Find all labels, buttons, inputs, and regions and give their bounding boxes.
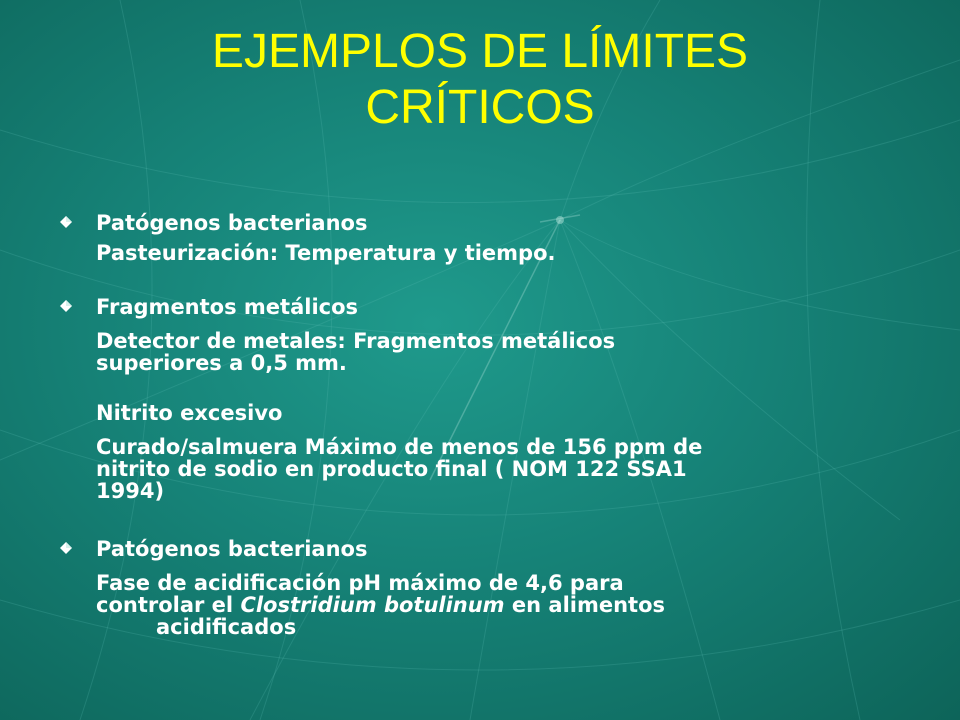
item-detail-line-1: Detector de metales: Fragmentos metálicos (96, 329, 616, 353)
item-heading: Patógenos bacterianos (96, 537, 368, 561)
item-heading: Patógenos bacterianos (96, 211, 368, 235)
item-detail-line-2 (96, 594, 898, 616)
item-heading: Fragmentos metálicos (96, 295, 359, 319)
list-item-bacterial-pathogens-2 (58, 538, 898, 638)
list-item-metal-fragments (58, 296, 898, 374)
item-detail-line-1: Curado/salmuera Máximo de menos de 156 ppm de (96, 435, 703, 459)
title-line-1: EJEMPLOS DE LÍMITES (211, 25, 749, 78)
item-detail-line-2: superiores a 0,5 mm. (96, 351, 347, 375)
diamond-bullet-icon (60, 300, 72, 312)
list-item-excess-nitrite (58, 402, 898, 502)
slide-title (0, 24, 960, 136)
item-detail-line-3: 1994) (96, 479, 165, 503)
organism-name: Clostridium botulinum (240, 593, 505, 617)
item-detail-line-3: acidificados (156, 615, 297, 639)
item-detail: Pasteurización: Temperatura y tiempo. (96, 241, 556, 265)
item-detail-line-1: Fase de acidificación pH máximo de 4,6 para (96, 571, 624, 595)
detail-text-post: en alimentos (504, 593, 666, 617)
list-item-bacterial-pathogens-1 (58, 212, 898, 264)
critical-limits-list (58, 212, 898, 638)
title-line-2: CRÍTICOS (365, 81, 595, 134)
diamond-bullet-icon (60, 216, 72, 228)
item-detail-line-2: nitrito de sodio en producto final ( NOM 122 SSA1 (96, 457, 687, 481)
item-heading: Nitrito excesivo (96, 401, 283, 425)
diamond-bullet-icon (60, 542, 72, 554)
detail-text-pre: controlar el (96, 593, 241, 617)
